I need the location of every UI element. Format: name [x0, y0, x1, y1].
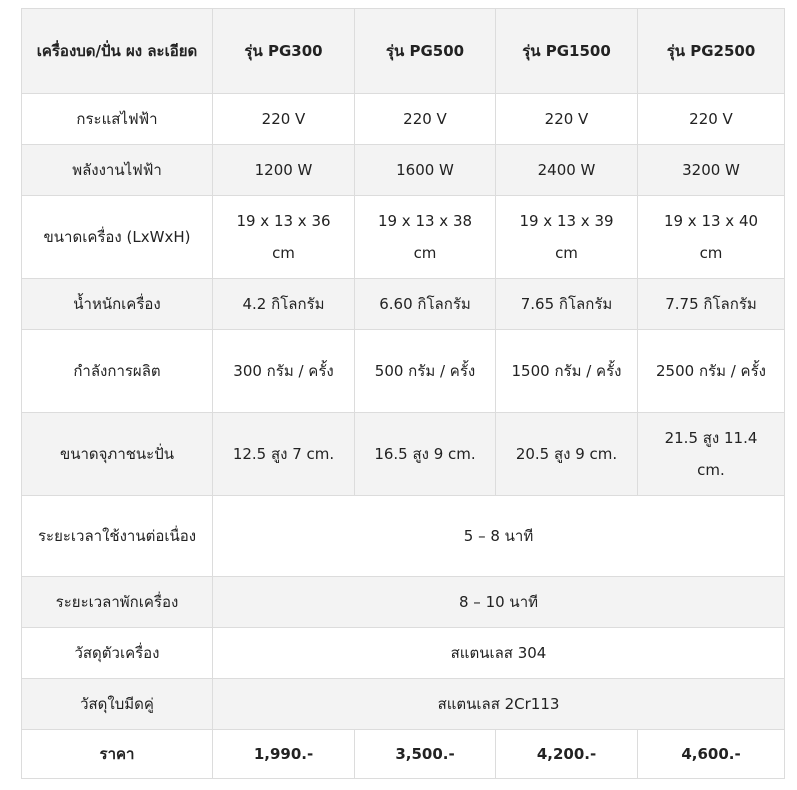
- table-row-current: [22, 94, 785, 145]
- cell-value: 6.60 กิโลกรัม: [355, 279, 496, 330]
- cell-value: 220 V: [638, 94, 785, 145]
- price-pg2500: 4,600.-: [638, 730, 785, 779]
- cell-value: 7.65 กิโลกรัม: [496, 279, 638, 330]
- cell-value: 7.75 กิโลกรัม: [638, 279, 785, 330]
- cell-value: 12.5 สูง 7 cm.: [213, 413, 355, 496]
- cell-value: 2400 W: [496, 145, 638, 196]
- price-pg300: 1,990.-: [213, 730, 355, 779]
- row-label: พลังงานไฟฟ้า: [22, 145, 213, 196]
- model-pg300-header: รุ่น PG300: [213, 9, 355, 94]
- header-row: [22, 9, 785, 94]
- row-label: กำลังการผลิต: [22, 330, 213, 413]
- cell-value: 220 V: [213, 94, 355, 145]
- cell-value: 4.2 กิโลกรัม: [213, 279, 355, 330]
- cell-value: 19 x 13 x 36 cm: [213, 196, 355, 279]
- cell-value: 20.5 สูง 9 cm.: [496, 413, 638, 496]
- merged-cell-value: 5 – 8 นาที: [213, 496, 785, 577]
- cell-value: 500 กรัม / ครั้ง: [355, 330, 496, 413]
- merged-cell-value: สแตนเลส 304: [213, 628, 785, 679]
- cell-value: 19 x 13 x 39 cm: [496, 196, 638, 279]
- cell-value: 1500 กรัม / ครั้ง: [496, 330, 638, 413]
- cell-value: 300 กรัม / ครั้ง: [213, 330, 355, 413]
- cell-value: 220 V: [496, 94, 638, 145]
- row-label: วัสดุตัวเครื่อง: [22, 628, 213, 679]
- spec-table: [21, 8, 785, 779]
- table-row-dimensions: [22, 196, 785, 279]
- table-row-container-size: [22, 413, 785, 496]
- row-label: กระแสไฟฟ้า: [22, 94, 213, 145]
- cell-value: 19 x 13 x 40 cm: [638, 196, 785, 279]
- row-label: ระยะเวลาใช้งานต่อเนื่อง: [22, 496, 213, 577]
- table-row-body-material: [22, 628, 785, 679]
- cell-value: 1200 W: [213, 145, 355, 196]
- cell-value: 3200 W: [638, 145, 785, 196]
- price-label: ราคา: [22, 730, 213, 779]
- row-label: ระยะเวลาพักเครื่อง: [22, 577, 213, 628]
- cell-value: 220 V: [355, 94, 496, 145]
- row-label: ขนาดจุภาชนะปั่น: [22, 413, 213, 496]
- model-pg2500-header: รุ่น PG2500: [638, 9, 785, 94]
- price-pg1500: 4,200.-: [496, 730, 638, 779]
- merged-cell-value: 8 – 10 นาที: [213, 577, 785, 628]
- merged-cell-value: สแตนเลส 2Cr113: [213, 679, 785, 730]
- row-label: น้ำหนักเครื่อง: [22, 279, 213, 330]
- table-row-power: [22, 145, 785, 196]
- cell-value: 16.5 สูง 9 cm.: [355, 413, 496, 496]
- cell-value: 19 x 13 x 38 cm: [355, 196, 496, 279]
- cell-value: 1600 W: [355, 145, 496, 196]
- price-pg500: 3,500.-: [355, 730, 496, 779]
- row-label: วัสดุใบมีดคู่: [22, 679, 213, 730]
- cell-value: 2500 กรัม / ครั้ง: [638, 330, 785, 413]
- model-pg1500-header: รุ่น PG1500: [496, 9, 638, 94]
- table-row-rest-time: [22, 577, 785, 628]
- cell-value: 21.5 สูง 11.4 cm.: [638, 413, 785, 496]
- model-pg500-header: รุ่น PG500: [355, 9, 496, 94]
- row-label: ขนาดเครื่อง (LxWxH): [22, 196, 213, 279]
- table-row-capacity: [22, 330, 785, 413]
- table-row-price: [22, 730, 785, 779]
- table-row-continuous-use: [22, 496, 785, 577]
- table-row-weight: [22, 279, 785, 330]
- spec-table-container: [21, 8, 785, 779]
- table-row-blade-material: [22, 679, 785, 730]
- header-label: เครื่องบด/ปั่น ผง ละเอียด: [22, 9, 213, 94]
